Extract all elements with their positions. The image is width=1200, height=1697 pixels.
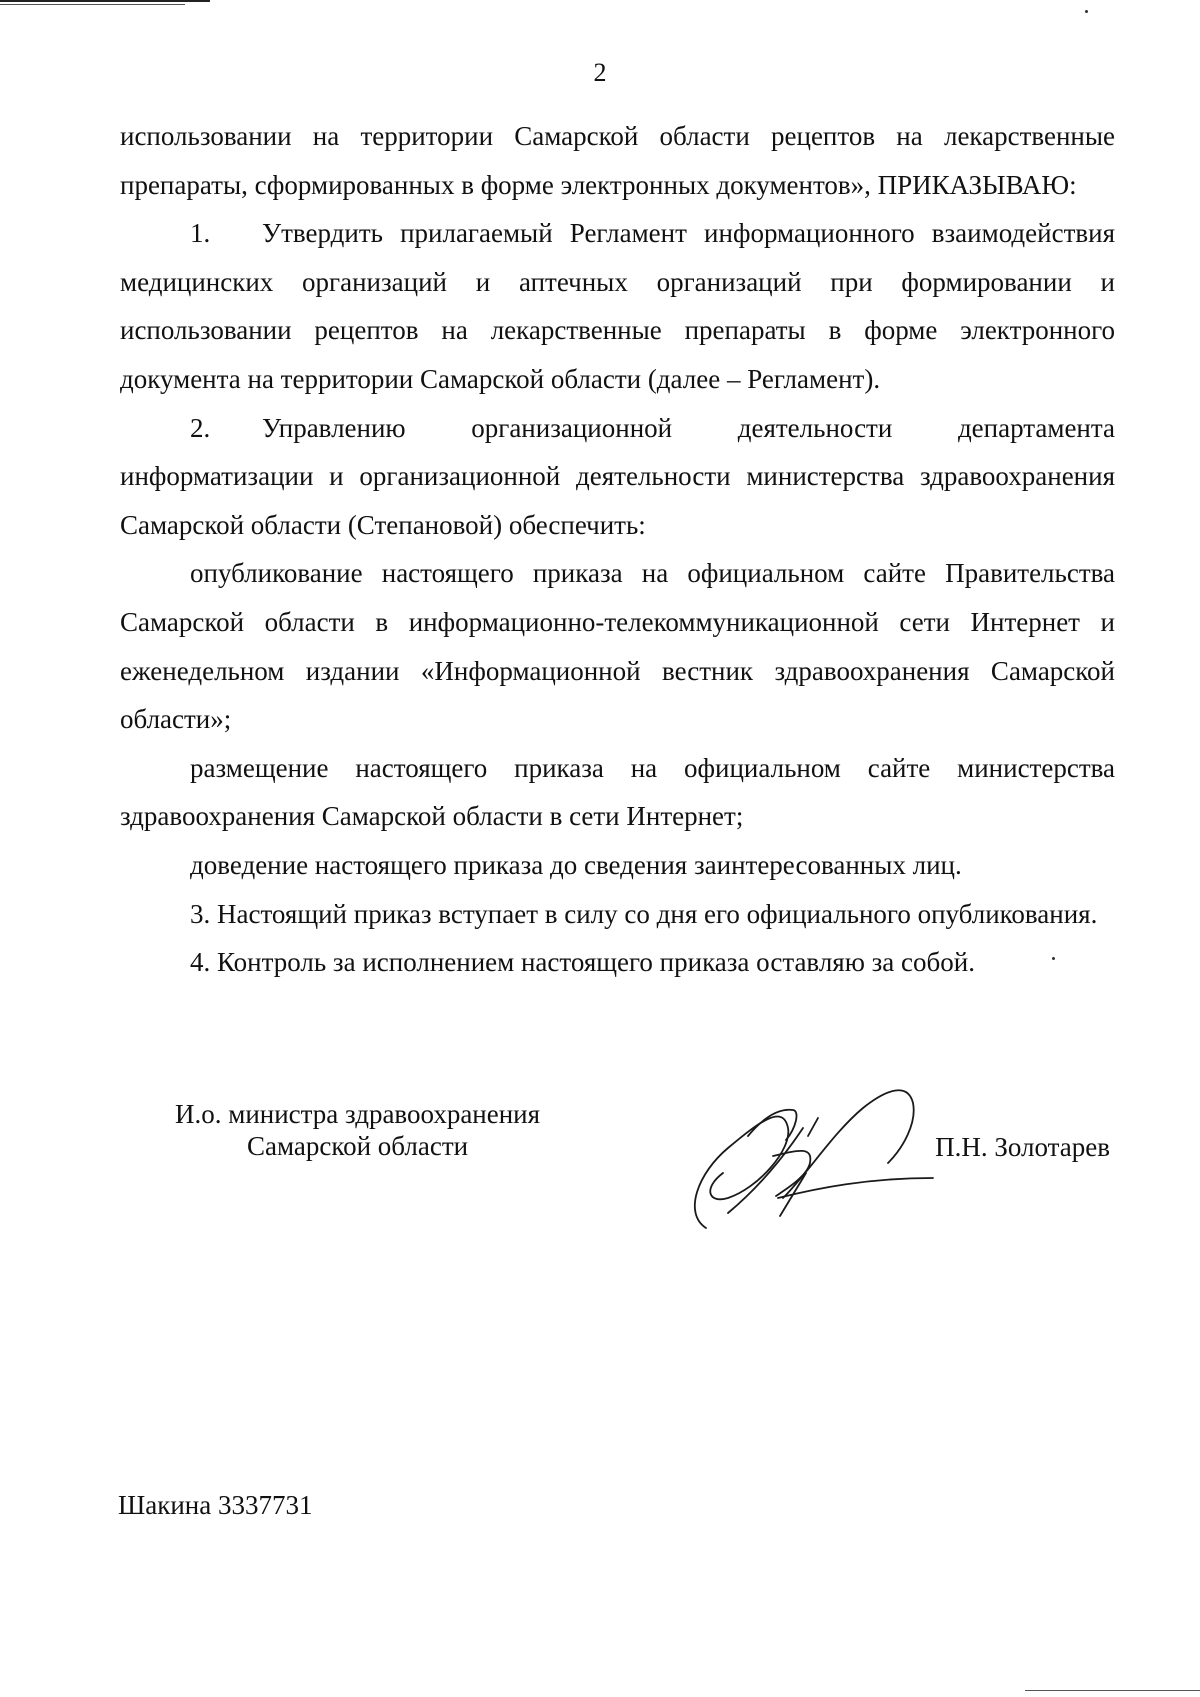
paragraph-subitem-notification (120, 841, 1115, 890)
signatory-position-line: Самарской области (247, 1131, 469, 1161)
paragraph-text: использовании на территории Самарской области рецептов на лекарственные препараты, сформированных в форме электронных документов», ПРИКАЗЫВАЮ: (120, 121, 1115, 200)
handwritten-signature (688, 1078, 938, 1233)
scan-edge-line (0, 4, 185, 5)
scan-speck (1085, 10, 1088, 13)
paragraph-preamble-end (120, 112, 1115, 209)
paragraph-text: размещение настоящего приказа на официальном сайте министерства здравоохранения Самарской области в сети Интернет; (120, 752, 1115, 832)
paragraph-subitem-publication (120, 549, 1115, 743)
page-number: 2 (593, 58, 607, 87)
paragraph-text: опубликование настоящего приказа на официальном сайте Правительства Самарской области в информационно-телекоммуникационной сети Интернет и еженедельном издании «Информационной вестник здравоохранения Самарской области»; (120, 558, 1115, 735)
paragraph-item-3 (120, 890, 1115, 939)
scan-edge-line (1025, 1690, 1200, 1691)
paragraph-text: 4. Контроль за исполнением настоящего приказа оставляю за собой. (190, 947, 975, 978)
executor-contact: Шакина 3337731 (118, 1490, 313, 1520)
paragraph-item-2 (120, 404, 1115, 550)
signatory-position-line: И.о. министра здравоохранения (175, 1099, 541, 1129)
paragraph-number: 1. (190, 218, 211, 249)
paragraph-text: доведение настоящего приказа до сведения заинтересованных лиц. (190, 849, 962, 880)
paragraph-text: Управлению организационной деятельности департамента информатизации и организационной деятельности министерства здравоохранения Самарской области (Степановой) обеспечить: (120, 412, 1115, 540)
paragraph-item-1 (120, 209, 1115, 403)
signatory-position (175, 1098, 540, 1162)
paragraph-number: 2. (190, 412, 211, 443)
paragraph-item-4 (120, 938, 1115, 987)
signatory-name: П.Н. Золотарев (935, 1132, 1110, 1162)
paragraph-text: Утвердить прилагаемый Регламент информационного взаимодействия медицинских организаций и аптечных организаций при формировании и использовании рецептов на лекарственные препараты в форме электронного документа на территории Самарской области (далее – Регламент). (120, 218, 1115, 394)
scan-edge-line (0, 0, 210, 2)
paragraph-text: 3. Настоящий приказ вступает в силу со дня его официального опубликования. (190, 898, 1098, 929)
document-body (120, 112, 1115, 987)
paragraph-subitem-placement (120, 744, 1115, 841)
